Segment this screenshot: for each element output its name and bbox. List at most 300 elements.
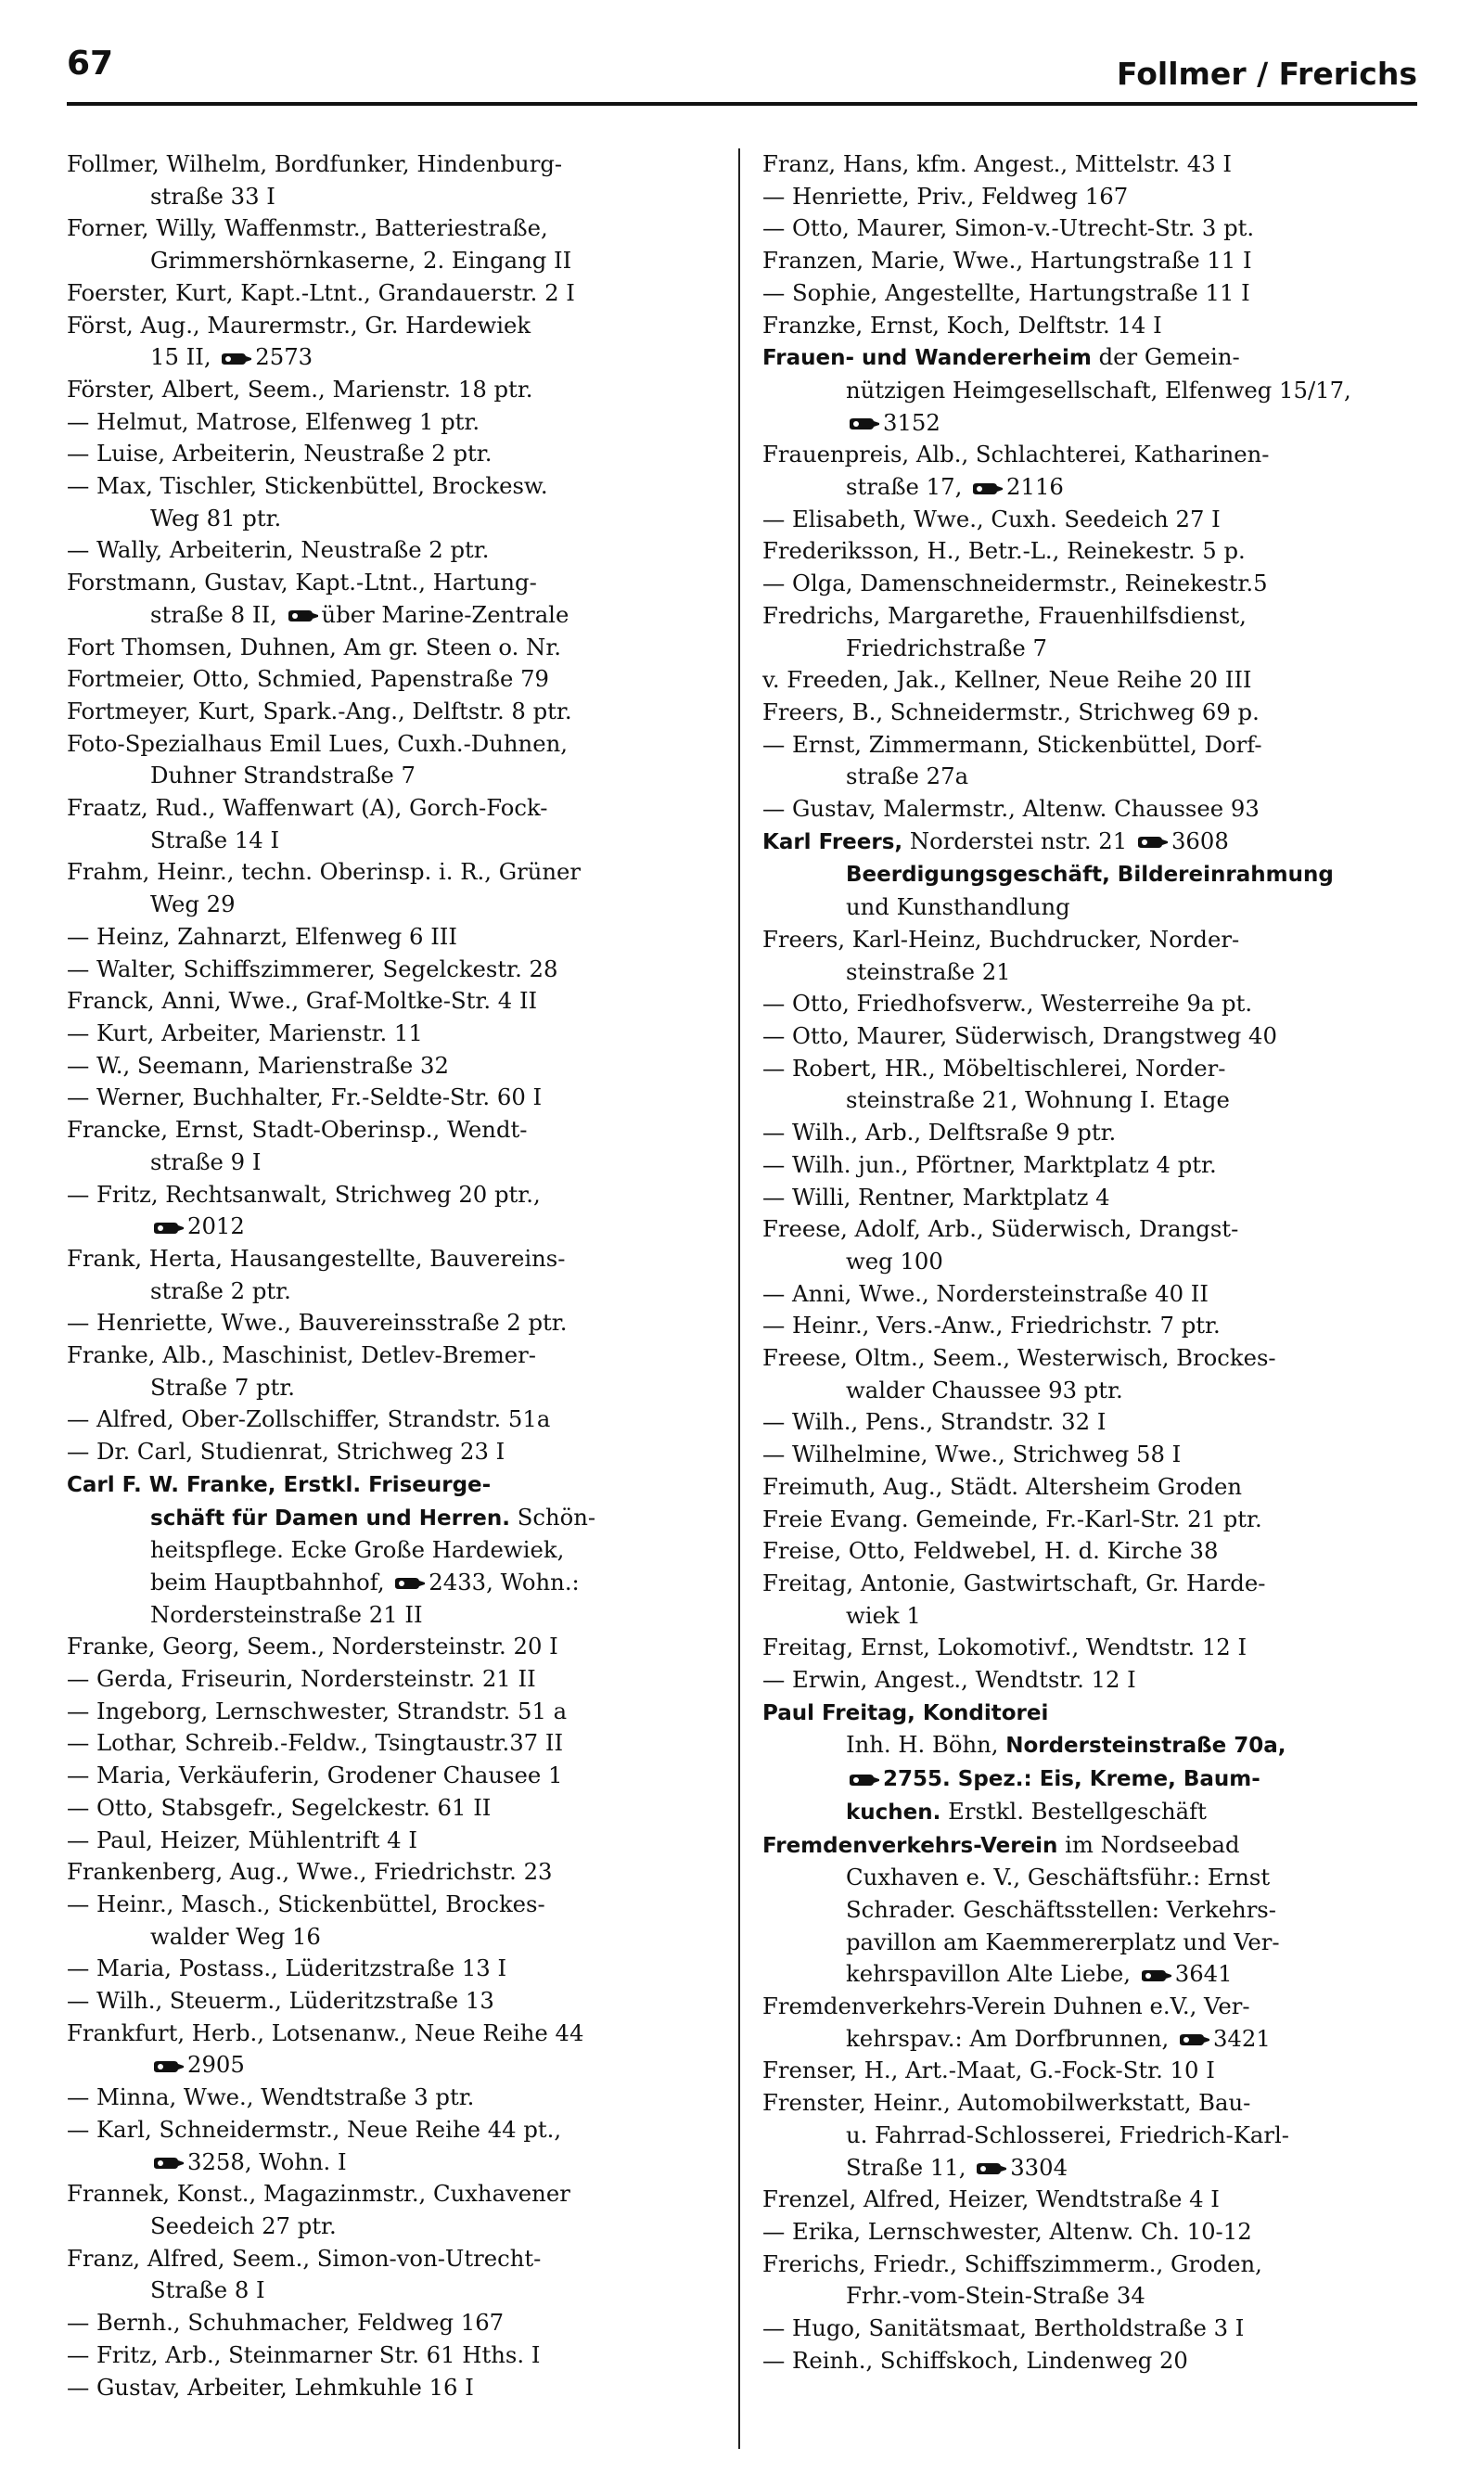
directory-entry [67,696,722,728]
directory-entry [67,985,722,1018]
directory-entry [67,310,722,374]
entry-line [762,826,1417,859]
entry-line [67,663,722,696]
entry-text: Frhr.-vom-Stein-Straße 34 [846,2282,1145,2310]
directory-entry [67,406,722,439]
column-divider [738,148,740,2449]
entry-line [67,2275,722,2307]
entry-line [67,1953,722,1985]
entry-bold-text: Beerdigungsgeschäft, Bildereinrahmung [846,863,1334,888]
entry-text: Frederiksson, H., Betr.-L., Reinekestr. 5 p. [762,537,1246,565]
entry-text: Franz, Alfred, Seem., Simon-von-Utrecht- [67,2244,542,2272]
entry-text: straße 2 ptr. [150,1276,291,1304]
directory-entry [67,212,722,276]
entry-line [67,406,722,439]
entry-line [67,2210,722,2243]
entry-line [67,2339,722,2372]
entry-line [67,1727,722,1760]
directory-entry [67,374,722,406]
entry-line [67,921,722,954]
directory-entry [67,632,722,664]
entry-text: Freimuth, Aug., Städt. Altersheim Groden [762,1472,1243,1500]
directory-entry [67,567,722,631]
directory-entry [762,2345,1417,2377]
entry-text: Francke, Ernst, Stadt-Oberinsp., Wendt- [67,1116,528,1144]
telephone-icon [287,609,320,623]
entry-text: — Alfred, Ober-Zollschiffer, Strandstr. 51a [67,1405,551,1433]
entry-text: Först, Aug., Maurermstr., Gr. Hardewiek [67,311,531,339]
entry-text: — Ernst, Zimmermann, Stickenbüttel, Dorf- [762,730,1262,758]
directory-entry [67,2178,722,2242]
entry-line [67,277,722,310]
directory-entry [67,1307,722,1339]
entry-text: — Lothar, Schreib.-Feldw., Tsingtaustr.37 II [67,1729,564,1757]
entry-line [67,1275,722,1308]
entry-line [762,568,1417,600]
entry-line [67,2178,722,2210]
directory-entry [762,1182,1417,1214]
directory-entry [67,2372,722,2404]
entry-line [67,632,722,664]
entry-text: — Maria, Postass., Lüderitzstraße 13 I [67,1954,507,1982]
telephone-icon [848,1773,881,1788]
entry-line [67,2049,722,2082]
entry-text: steinstraße 21 [846,957,1011,985]
entry-text: — Fritz, Arb., Steinmarner Str. 61 Hths. I [67,2340,541,2368]
entry-line [67,148,722,181]
entry-line [67,1760,722,1792]
entry-line [67,1792,722,1825]
telephone-icon [393,1576,427,1591]
entry-text: Norderstei nstr. 21 [902,827,1134,854]
entry-text: Straße 11, [846,2153,974,2181]
telephone-icon [1136,835,1170,850]
entry-line [762,1020,1417,1053]
entry-line [762,1084,1417,1117]
entry-text: — Werner, Buchhalter, Fr.-Seldte-Str. 60 I [67,1083,543,1111]
entry-text: Franck, Anni, Wwe., Graf-Moltke-Str. 4 II [67,987,538,1015]
directory-entry [762,826,1417,924]
directory-entry [67,1889,722,1953]
entry-text: Inh. H. Böhn, [846,1731,1006,1759]
entry-text: Frahm, Heinr., techn. Oberinsp. i. R., Grüner [67,858,582,886]
directory-entry [762,181,1417,213]
entry-text: — Luise, Arbeiterin, Neustraße 2 ptr. [67,440,493,468]
entry-line [762,858,1417,891]
entry-line [762,2280,1417,2313]
directory-entry [762,1991,1417,2055]
directory-entry [67,277,722,310]
entry-line [67,2082,722,2114]
entry-text: Frerichs, Friedr., Schiffszimmerm., Groden, [762,2249,1262,2277]
directory-entry [762,504,1417,536]
entry-line [762,1149,1417,1182]
entry-text: Friedrichstraße 7 [846,634,1047,661]
entry-text: — W., Seemann, Marienstraße 32 [67,1051,449,1079]
entry-line [762,181,1417,213]
entry-line [762,2055,1417,2087]
entry-text: Fortmeyer, Kurt, Spark.-Ang., Delftstr. 8 ptr. [67,697,572,724]
directory-entry [762,988,1417,1020]
directory-entry [67,1631,722,1663]
directory-entry [67,1403,722,1436]
entry-text: im Nordseebad [1057,1830,1240,1858]
entry-line [67,1436,722,1468]
entry-line [67,1921,722,1954]
entry-line [67,212,722,245]
directory-entry [67,1985,722,2018]
directory-entry [67,534,722,567]
entry-line [67,985,722,1018]
directory-entry [762,1632,1417,1664]
entry-line [762,2249,1417,2281]
entry-bold-text: kuchen. [846,1800,941,1825]
phone-number: 2905 [187,2051,245,2079]
entry-text: — Walter, Schiffszimmerer, Segelckestr. 28 [67,955,558,982]
entry-line [762,1053,1417,1085]
entry-text: u. Fahrrad-Schlosserei, Friedrich-Karl- [846,2121,1290,2148]
directory-entry [762,535,1417,568]
directory-entry [67,1243,722,1307]
entry-line [67,2146,722,2179]
entry-line [67,889,722,921]
directory-entry [67,2082,722,2114]
directory-entry [67,1953,722,1985]
directory-entry [762,664,1417,697]
entry-line [762,1829,1417,1863]
directory-entry [762,1310,1417,1342]
entry-line [67,1663,722,1696]
phone-number: 3304 [1010,2153,1068,2181]
directory-entry [67,663,722,696]
entry-line [762,988,1417,1020]
entry-text: Freese, Oltm., Seem., Westerwisch, Brockes- [762,1344,1276,1372]
entry-text: Fortmeier, Otto, Schmied, Papenstraße 79 [67,665,550,693]
entry-line [762,341,1417,375]
entry-line [762,600,1417,633]
entry-line [67,792,722,825]
entry-text: — Gerda, Friseurin, Nordersteinstr. 21 II [67,1665,536,1693]
entry-line [67,1082,722,1114]
entry-text: heitspflege. Ecke Große Hardewiek, [150,1536,565,1564]
entry-text: Foerster, Kurt, Kapt.-Ltnt., Grandauerstr. 2 I [67,278,575,306]
entry-line [67,1825,722,1857]
entry-line [762,2184,1417,2216]
entry-line [67,534,722,567]
directory-entry [67,856,722,920]
phone-number: 3641 [1174,1960,1233,1988]
entry-text: Fremdenverkehrs-Verein Duhnen e.V., Ver- [762,1993,1250,2020]
entry-line [67,1534,722,1567]
entry-text: Weg 29 [150,891,236,918]
directory-entry [762,212,1417,245]
directory-entry [762,1535,1417,1568]
entry-text: 15 II, [150,343,219,371]
entry-text: der Gemein- [1091,343,1240,371]
directory-entry [762,1664,1417,1697]
entry-text: Seedeich 27 ptr. [150,2212,337,2239]
entry-text: — Maria, Verkäuferin, Grodener Chausee 1 [67,1762,563,1789]
entry-line [762,1471,1417,1504]
entry-text: walder Chaussee 93 ptr. [846,1376,1123,1403]
entry-line [67,599,722,632]
entry-line [762,1894,1417,1927]
entry-text: — Hugo, Sanitätsmaat, Bertholdstraße 3 I [762,2314,1245,2342]
entry-text: — Heinr., Vers.-Anw., Friedrichstr. 7 ptr. [762,1312,1221,1339]
entry-line [67,1050,722,1083]
entry-bold-text: Paul Freitag, Konditorei [762,1700,1049,1725]
entry-line [762,1568,1417,1600]
directory-entry [762,2184,1417,2216]
entry-line [762,1762,1417,1796]
directory-entry [67,1825,722,1857]
telephone-icon [152,2059,186,2074]
entry-text: — Otto, Stabsgefr., Segelckestr. 61 II [67,1793,492,1821]
entry-line [762,729,1417,762]
entry-line [762,1862,1417,1894]
entry-text: Forstmann, Gustav, Kapt.-Ltnt., Hartung- [67,569,537,596]
directory-entry [762,1149,1417,1182]
entry-text: straße 9 I [150,1147,262,1175]
entry-text: — Wilhelmine, Wwe., Strichweg 58 I [762,1441,1182,1468]
entry-text: Frauenpreis, Alb., Schlachterei, Katharinen- [762,441,1270,468]
entry-line [67,2372,722,2404]
entry-text: Freese, Adolf, Arb., Süderwisch, Drangst- [762,1215,1239,1243]
entry-text: straße 33 I [150,182,275,210]
entry-bold-text: Fremdenverkehrs-Verein [762,1833,1058,1858]
directory-entry [67,2114,722,2178]
entry-line [762,1600,1417,1633]
entry-text: — Robert, HR., Möbeltischlerei, Norder- [762,1054,1226,1082]
entry-text: Freers, Karl-Heinz, Buchdrucker, Norder- [762,925,1240,953]
directory-entry [762,1020,1417,1053]
entry-text: — Karl, Schneidermstr., Neue Reihe 44 pt., [67,2115,562,2143]
entry-line [762,407,1417,440]
entry-line [762,2023,1417,2056]
entry-text: Freers, B., Schneidermstr., Strichweg 69 p. [762,698,1260,725]
entry-line [67,2114,722,2146]
entry-text: Follmer, Wilhelm, Bordfunker, Hindenburg- [67,150,563,177]
directory-entry [67,1050,722,1083]
entry-text: — Max, Tischler, Stickenbüttel, Brockesw. [67,472,548,500]
entry-line [762,1504,1417,1536]
entry-text: weg 100 [846,1247,943,1275]
directory-entry [762,1278,1417,1311]
entry-line [762,1729,1417,1762]
entry-line [67,1567,722,1599]
entry-text: Duhner Strandstraße 7 [150,762,416,789]
directory-entry [762,2313,1417,2345]
entry-line [67,2243,722,2275]
directory-entry [762,341,1417,439]
directory-entry [67,1082,722,1114]
directory-entry [762,1342,1417,1406]
telephone-icon [152,2156,186,2171]
entry-text: und Kunsthandlung [846,893,1070,921]
entry-bold-text: Nordersteinstraße 70a, [1005,1734,1286,1759]
entry-text: — Heinr., Masch., Stickenbüttel, Brockes- [67,1890,545,1917]
entry-line [762,212,1417,245]
directory-entry [762,1053,1417,1117]
entry-line [762,1117,1417,1149]
entry-line [762,633,1417,665]
entry-line [762,1991,1417,2023]
entry-bold-text: schäft für Damen und Herren. [150,1506,510,1531]
directory-entry [762,1504,1417,1536]
entry-line [67,567,722,599]
phone-number: 2116 [1006,473,1064,501]
directory-entry [762,600,1417,664]
entry-line [762,245,1417,277]
entry-line [67,1502,722,1535]
entry-line [762,1535,1417,1568]
entry-text: Freie Evang. Gemeinde, Fr.-Karl-Str. 21 ptr. [762,1505,1262,1532]
directory-entry [67,470,722,534]
entry-text: — Ingeborg, Lernschwester, Strandstr. 51 a [67,1697,568,1724]
entry-text: — Erika, Lernschwester, Altenw. Ch. 10-12 [762,2218,1252,2245]
entry-text: Weg 81 ptr. [150,504,282,532]
directory-entry [67,1727,722,1760]
entry-line [67,1468,722,1502]
entry-line [67,341,722,374]
running-head: Follmer / Frerichs [1117,56,1417,92]
entry-line [67,1114,722,1147]
directory-entry [67,1792,722,1825]
entry-text: Frankenberg, Aug., Wwe., Friedrichstr. 23 [67,1858,553,1886]
directory-entry [762,793,1417,826]
entry-line [67,1372,722,1404]
entry-text: Freitag, Antonie, Gastwirtschaft, Gr. Harde- [762,1569,1266,1596]
telephone-icon [975,2161,1008,2176]
entry-text: — Wilh. jun., Pförtner, Marktplatz 4 ptr. [762,1150,1217,1178]
entry-text: — Reinh., Schiffskoch, Lindenweg 20 [762,2346,1188,2374]
directory-entry [67,728,722,792]
entry-text: Straße 14 I [150,826,280,853]
entry-text: walder Weg 16 [150,1922,321,1950]
entry-text: straße 8 II, [150,600,285,628]
entry-line [762,2087,1417,2120]
directory-entry [762,277,1417,310]
entry-text: Förster, Albert, Seem., Marienstr. 18 ptr. [67,375,533,403]
entry-text: — Helmut, Matrose, Elfenweg 1 ptr. [67,407,480,435]
directory-entry [762,568,1417,600]
entry-text: Cuxhaven e. V., Geschäftsführ.: Ernst [846,1864,1271,1891]
entry-text: Franke, Georg, Seem., Nordersteinstr. 20 I [67,1633,558,1660]
entry-line [762,1310,1417,1342]
entry-text: Forner, Willy, Waffenmstr., Batteriestraße, [67,214,548,242]
entry-line [762,439,1417,471]
directory-entry [67,1018,722,1050]
entry-line [67,1339,722,1372]
directory-entry [67,1696,722,1728]
entry-bold-text: Karl Freers, [762,829,903,854]
entry-text: — Dr. Carl, Studienrat, Strichweg 23 I [67,1438,505,1466]
directory-entry [762,729,1417,793]
entry-line [762,1342,1417,1375]
entry-text: Frankfurt, Herb., Lotsenanw., Neue Reihe 44 [67,2018,584,2046]
entry-text: — Gustav, Arbeiter, Lehmkuhle 16 I [67,2373,474,2401]
entry-line [67,503,722,535]
entry-line [67,1631,722,1663]
directory-entry [762,924,1417,988]
directory-entry [67,921,722,954]
entry-line [762,310,1417,342]
directory-entry [67,1436,722,1468]
entry-text: pavillon am Kaemmererplatz und Ver- [846,1928,1280,1955]
entry-text: Franzke, Ernst, Koch, Delftstr. 14 I [762,311,1162,339]
phone-number: 2012 [187,1212,245,1240]
entry-line [762,1664,1417,1697]
entry-line [67,1856,722,1889]
entry-text: — Anni, Wwe., Nordersteinstraße 40 II [762,1279,1209,1307]
entry-line [67,374,722,406]
entry-line [762,2216,1417,2249]
telephone-icon [1178,2032,1211,2047]
entry-line [762,664,1417,697]
entry-line [762,375,1417,407]
entry-line [762,504,1417,536]
phone-number: 3152 [883,408,940,436]
entry-line [67,1307,722,1339]
directory-entry [67,2243,722,2307]
directory-entry [762,148,1417,181]
entry-text: Nordersteinstraße 21 II [150,1600,423,1628]
entry-text: Freitag, Ernst, Lokomotivf., Wendtstr. 12 I [762,1634,1247,1661]
entry-text: Frank, Herta, Hausangestellte, Bauvereins- [67,1244,566,1272]
entry-text: straße 27a [846,762,969,790]
entry-line [67,728,722,761]
entry-text: Frenser, H., Art.-Maat, G.-Fock-Str. 10 I [762,2057,1215,2084]
entry-line [762,1406,1417,1439]
directory-entry [762,697,1417,729]
entry-line [762,697,1417,729]
entry-line [762,2313,1417,2345]
entry-text: Fort Thomsen, Duhnen, Am gr. Steen o. Nr. [67,633,561,660]
directory-entry [762,1829,1417,1992]
entry-line [67,1403,722,1436]
entry-text: — Fritz, Rechtsanwalt, Strichweg 20 ptr., [67,1180,541,1208]
telephone-icon [152,1221,186,1236]
directory-entry [762,2216,1417,2249]
entry-line [67,1147,722,1179]
entry-text: wiek 1 [846,1601,921,1629]
directory-entry [67,1760,722,1792]
entry-text: — Elisabeth, Wwe., Cuxh. Seedeich 27 I [762,505,1221,532]
directory-entry [762,1471,1417,1504]
entry-text: Franz, Hans, kfm. Angest., Mittelstr. 43 I [762,150,1233,177]
entry-bold-text: Carl F. W. Franke, Erstkl. Friseurge- [67,1472,492,1497]
directory-entry [67,1468,722,1632]
entry-line [762,1697,1417,1730]
entry-text: — Heinz, Zahnarzt, Elfenweg 6 III [67,922,457,950]
directory-entry [67,792,722,856]
entry-text: — Gustav, Malermstr., Altenw. Chaussee 93 [762,795,1260,823]
directory-entry [67,1179,722,1243]
directory-entry [762,1406,1417,1439]
telephone-icon [848,416,881,431]
entry-line [67,696,722,728]
phone-number: 2573 [255,343,313,371]
entry-text: — Sophie, Angestellte, Hartungstraße 11 I [762,278,1250,306]
entry-text: kehrspavillon Alte Liebe, [846,1960,1138,1988]
entry-text: — Wilh., Steuerm., Lüderitzstraße 13 [67,1987,494,2015]
directory-entry [67,2339,722,2372]
entry-line [762,471,1417,504]
entry-line [67,2307,722,2339]
telephone-icon [1140,1968,1173,1983]
entry-text: nützigen Heimgesellschaft, Elfenweg 15/17, [846,376,1351,404]
entry-line [67,1889,722,1921]
